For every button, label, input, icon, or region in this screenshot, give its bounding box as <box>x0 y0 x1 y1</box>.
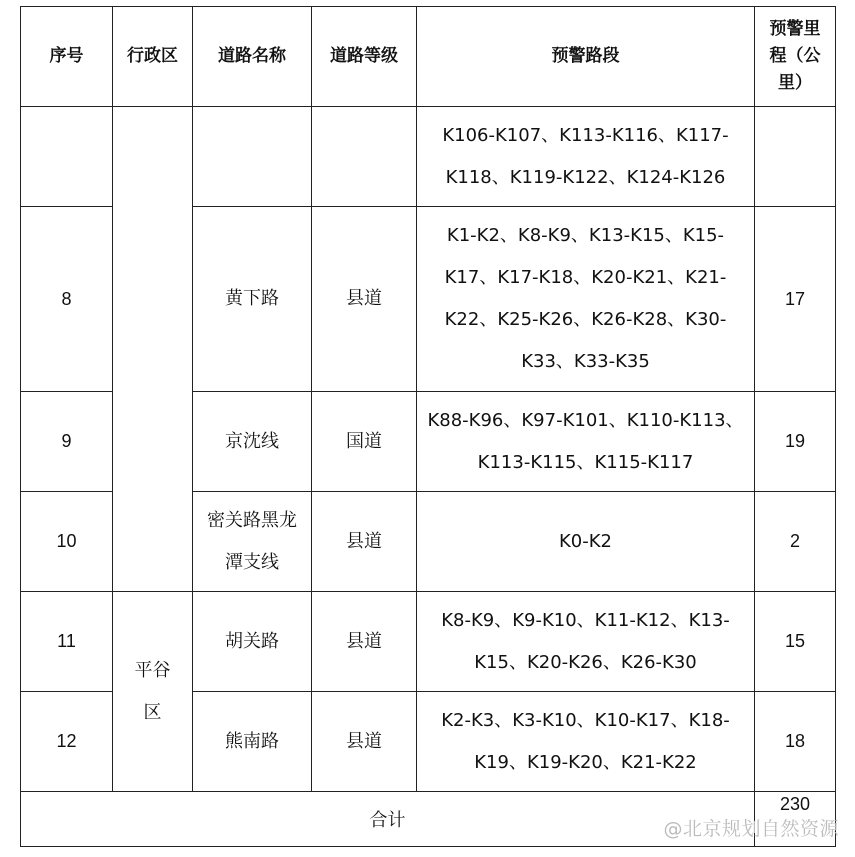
mileage-cell <box>755 107 836 207</box>
header-road-name: 道路名称 <box>193 7 312 107</box>
seq-cell: 10 <box>21 492 113 592</box>
mileage-cell: 18 <box>755 692 836 792</box>
district-cell-pinggu: 平谷区 <box>113 592 193 792</box>
mileage-cell: 19 <box>755 392 836 492</box>
road-grade-cell: 县道 <box>312 692 417 792</box>
table-row <box>21 592 836 692</box>
header-district: 行政区 <box>113 7 193 107</box>
header-seq: 序号 <box>21 7 113 107</box>
road-name-cell: 熊南路 <box>193 692 312 792</box>
road-name-cell: 密关路黑龙潭支线 <box>193 492 312 592</box>
header-road-grade: 道路等级 <box>312 7 417 107</box>
segments-cell: K1-K2、K8-K9、K13-K15、K15-K17、K17-K18、K20-K21、K21-K22、K25-K26、K26-K28、K30-K33、K33-K35 <box>417 207 755 392</box>
watermark: @北京规划自然资源 <box>663 818 839 840</box>
seq-cell: 12 <box>21 692 113 792</box>
header-row <box>21 7 836 107</box>
seq-cell: 8 <box>21 207 113 392</box>
segments-cell: K8-K9、K9-K10、K11-K12、K13-K15、K20-K26、K26-K30 <box>417 592 755 692</box>
road-name-cell: 黄下路 <box>193 207 312 392</box>
seq-cell: 11 <box>21 592 113 692</box>
road-name-cell <box>193 107 312 207</box>
header-segments: 预警路段 <box>417 7 755 107</box>
segments-cell: K106-K107、K113-K116、K117-K118、K119-K122、K124-K126 <box>417 107 755 207</box>
header-mileage: 预警里程（公里） <box>755 7 836 107</box>
seq-cell <box>21 107 113 207</box>
road-name-cell: 胡关路 <box>193 592 312 692</box>
road-grade-cell <box>312 107 417 207</box>
road-name-cell: 京沈线 <box>193 392 312 492</box>
segments-cell: K88-K96、K97-K101、K110-K113、K113-K115、K115-K117 <box>417 392 755 492</box>
total-label: 合计 <box>21 792 755 847</box>
mileage-cell: 15 <box>755 592 836 692</box>
mileage-cell: 17 <box>755 207 836 392</box>
total-value: 230 <box>779 794 811 814</box>
road-grade-cell: 县道 <box>312 207 417 392</box>
road-grade-cell: 国道 <box>312 392 417 492</box>
road-grade-cell: 县道 <box>312 492 417 592</box>
seq-cell: 9 <box>21 392 113 492</box>
table-row <box>21 107 836 207</box>
district-cell-continued <box>113 107 193 592</box>
segments-cell: K2-K3、K3-K10、K10-K17、K18-K19、K19-K20、K21-K22 <box>417 692 755 792</box>
road-grade-cell: 县道 <box>312 592 417 692</box>
segments-cell: K0-K2 <box>417 492 755 592</box>
warning-roads-table <box>20 6 836 847</box>
mileage-cell: 2 <box>755 492 836 592</box>
